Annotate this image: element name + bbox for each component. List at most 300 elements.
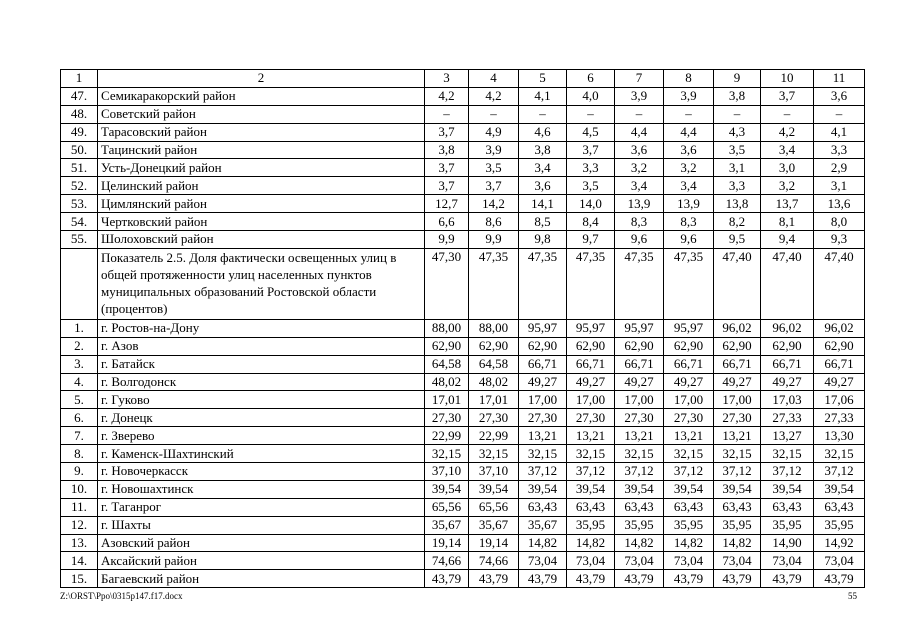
value-cell: 4,1 bbox=[814, 123, 865, 141]
table-row bbox=[61, 552, 865, 570]
value-cell: 4,2 bbox=[761, 123, 814, 141]
value-cell: 22,99 bbox=[425, 427, 469, 445]
value-cell: 62,90 bbox=[664, 337, 714, 355]
table-row bbox=[61, 373, 865, 391]
value-cell: 3,4 bbox=[664, 177, 714, 195]
value-cell: 13,27 bbox=[761, 427, 814, 445]
row-number: 1. bbox=[61, 319, 98, 337]
row-number: 10. bbox=[61, 480, 98, 498]
value-cell: 4,5 bbox=[567, 123, 615, 141]
value-cell: 63,43 bbox=[714, 498, 761, 516]
value-cell: 37,12 bbox=[814, 463, 865, 481]
value-cell: 35,95 bbox=[567, 516, 615, 534]
value-cell: 43,79 bbox=[615, 570, 664, 588]
value-cell: 3,6 bbox=[519, 177, 567, 195]
header-cell: 4 bbox=[469, 70, 519, 88]
table-row bbox=[61, 480, 865, 498]
value-cell: 35,95 bbox=[761, 516, 814, 534]
value-cell: 27,30 bbox=[469, 409, 519, 427]
value-cell: 32,15 bbox=[761, 445, 814, 463]
value-cell: 37,12 bbox=[519, 463, 567, 481]
value-cell: 8,0 bbox=[814, 213, 865, 231]
row-name: г. Каменск-Шахтинский bbox=[98, 445, 425, 463]
value-cell: 37,12 bbox=[714, 463, 761, 481]
value-cell: 3,5 bbox=[469, 159, 519, 177]
value-cell: 3,7 bbox=[425, 159, 469, 177]
value-cell: 27,33 bbox=[761, 409, 814, 427]
value-cell: 27,30 bbox=[714, 409, 761, 427]
value-cell: 13,6 bbox=[814, 195, 865, 213]
value-cell: 17,06 bbox=[814, 391, 865, 409]
value-cell: 66,71 bbox=[615, 355, 664, 373]
value-cell: 17,01 bbox=[425, 391, 469, 409]
value-cell: 66,71 bbox=[814, 355, 865, 373]
table-row bbox=[61, 87, 865, 105]
table-row bbox=[61, 123, 865, 141]
row-number: 4. bbox=[61, 373, 98, 391]
value-cell: 43,79 bbox=[567, 570, 615, 588]
value-cell: 66,71 bbox=[567, 355, 615, 373]
value-cell: 27,33 bbox=[814, 409, 865, 427]
value-cell: 43,79 bbox=[714, 570, 761, 588]
row-name: Тарасовский район bbox=[98, 123, 425, 141]
value-cell: 9,6 bbox=[664, 231, 714, 249]
value-cell: 63,43 bbox=[519, 498, 567, 516]
value-cell: 73,04 bbox=[714, 552, 761, 570]
page-number: 55 bbox=[848, 591, 857, 601]
value-cell: 8,3 bbox=[664, 213, 714, 231]
value-cell: 27,30 bbox=[567, 409, 615, 427]
value-cell: – bbox=[425, 105, 469, 123]
value-cell: 17,00 bbox=[615, 391, 664, 409]
value-cell: 62,90 bbox=[425, 337, 469, 355]
row-name: г. Новошахтинск bbox=[98, 480, 425, 498]
value-cell: 49,27 bbox=[519, 373, 567, 391]
value-cell: 13,21 bbox=[615, 427, 664, 445]
value-cell: 9,3 bbox=[814, 231, 865, 249]
table-row bbox=[61, 195, 865, 213]
value-cell: 63,43 bbox=[814, 498, 865, 516]
value-cell: 3,5 bbox=[567, 177, 615, 195]
value-cell: 2,9 bbox=[814, 159, 865, 177]
row-name: г. Шахты bbox=[98, 516, 425, 534]
value-cell: 4,0 bbox=[567, 87, 615, 105]
value-cell: 8,2 bbox=[714, 213, 761, 231]
value-cell: 73,04 bbox=[814, 552, 865, 570]
value-cell: 3,7 bbox=[761, 87, 814, 105]
table-row bbox=[61, 534, 865, 552]
footer-file-path: Z:\ORST\Ppo\0315p147.f17.docx bbox=[60, 591, 183, 601]
value-cell: 27,30 bbox=[664, 409, 714, 427]
indicator-title: Показатель 2.5. Доля фактически освещенных улиц в общей протяженности улиц населенных пунктов муниципальных образований Ростовской области (процентов) bbox=[98, 248, 425, 319]
value-cell: 32,15 bbox=[567, 445, 615, 463]
value-cell: 95,97 bbox=[567, 319, 615, 337]
row-number: 50. bbox=[61, 141, 98, 159]
value-cell: 14,1 bbox=[519, 195, 567, 213]
value-cell: 63,43 bbox=[664, 498, 714, 516]
value-cell: 39,54 bbox=[425, 480, 469, 498]
value-cell: 14,82 bbox=[567, 534, 615, 552]
value-cell: 96,02 bbox=[761, 319, 814, 337]
value-cell: 17,00 bbox=[714, 391, 761, 409]
value-cell: 14,90 bbox=[761, 534, 814, 552]
value-cell: 3,7 bbox=[567, 141, 615, 159]
value-cell: 13,30 bbox=[814, 427, 865, 445]
value-cell: 4,6 bbox=[519, 123, 567, 141]
row-number: 14. bbox=[61, 552, 98, 570]
row-name: г. Азов bbox=[98, 337, 425, 355]
table-header-row bbox=[61, 70, 865, 88]
value-cell: 39,54 bbox=[567, 480, 615, 498]
value-cell: 8,5 bbox=[519, 213, 567, 231]
value-cell: 62,90 bbox=[469, 337, 519, 355]
value-cell: 37,10 bbox=[425, 463, 469, 481]
row-number: 8. bbox=[61, 445, 98, 463]
value-cell: 13,8 bbox=[714, 195, 761, 213]
value-cell: 37,12 bbox=[615, 463, 664, 481]
row-number: 13. bbox=[61, 534, 98, 552]
value-cell: 3,0 bbox=[761, 159, 814, 177]
row-number: 15. bbox=[61, 570, 98, 588]
indicator-value-cell: 47,35 bbox=[519, 248, 567, 319]
value-cell: – bbox=[567, 105, 615, 123]
value-cell: 62,90 bbox=[814, 337, 865, 355]
value-cell: 64,58 bbox=[469, 355, 519, 373]
value-cell: 3,7 bbox=[469, 177, 519, 195]
value-cell: 35,67 bbox=[469, 516, 519, 534]
table-row bbox=[61, 159, 865, 177]
value-cell: 4,2 bbox=[469, 87, 519, 105]
row-number: 7. bbox=[61, 427, 98, 445]
value-cell: 13,9 bbox=[664, 195, 714, 213]
row-number: 49. bbox=[61, 123, 98, 141]
header-cell: 5 bbox=[519, 70, 567, 88]
value-cell: 3,6 bbox=[615, 141, 664, 159]
value-cell: 43,79 bbox=[814, 570, 865, 588]
value-cell: 66,71 bbox=[664, 355, 714, 373]
value-cell: 37,12 bbox=[664, 463, 714, 481]
value-cell: 39,54 bbox=[761, 480, 814, 498]
row-name: Советский район bbox=[98, 105, 425, 123]
row-name: г. Батайск bbox=[98, 355, 425, 373]
value-cell: 13,21 bbox=[519, 427, 567, 445]
value-cell: 32,15 bbox=[664, 445, 714, 463]
value-cell: 49,27 bbox=[664, 373, 714, 391]
row-name: г. Гуково bbox=[98, 391, 425, 409]
value-cell: 43,79 bbox=[519, 570, 567, 588]
header-cell: 2 bbox=[98, 70, 425, 88]
header-cell: 9 bbox=[714, 70, 761, 88]
value-cell: 4,9 bbox=[469, 123, 519, 141]
value-cell: 14,82 bbox=[664, 534, 714, 552]
value-cell: 13,21 bbox=[567, 427, 615, 445]
row-name: г. Ростов-на-Дону bbox=[98, 319, 425, 337]
row-number: 52. bbox=[61, 177, 98, 195]
value-cell: 32,15 bbox=[469, 445, 519, 463]
row-number: 47. bbox=[61, 87, 98, 105]
value-cell: 3,4 bbox=[615, 177, 664, 195]
row-number: 54. bbox=[61, 213, 98, 231]
header-cell: 6 bbox=[567, 70, 615, 88]
value-cell: 14,2 bbox=[469, 195, 519, 213]
table-row bbox=[61, 213, 865, 231]
value-cell: 49,27 bbox=[615, 373, 664, 391]
value-cell: 17,01 bbox=[469, 391, 519, 409]
value-cell: 96,02 bbox=[714, 319, 761, 337]
row-number: 53. bbox=[61, 195, 98, 213]
value-cell: 3,7 bbox=[425, 177, 469, 195]
table-row bbox=[61, 355, 865, 373]
value-cell: 17,00 bbox=[567, 391, 615, 409]
table-row bbox=[61, 141, 865, 159]
row-name: г. Новочеркасск bbox=[98, 463, 425, 481]
value-cell: 3,8 bbox=[519, 141, 567, 159]
value-cell: 96,02 bbox=[814, 319, 865, 337]
value-cell: 4,4 bbox=[664, 123, 714, 141]
value-cell: 73,04 bbox=[519, 552, 567, 570]
value-cell: 32,15 bbox=[814, 445, 865, 463]
value-cell: 49,27 bbox=[761, 373, 814, 391]
value-cell: 39,54 bbox=[814, 480, 865, 498]
value-cell: 95,97 bbox=[664, 319, 714, 337]
value-cell: 39,54 bbox=[519, 480, 567, 498]
value-cell: 43,79 bbox=[761, 570, 814, 588]
value-cell: 8,1 bbox=[761, 213, 814, 231]
row-name: Семикаракорский район bbox=[98, 87, 425, 105]
value-cell: 43,79 bbox=[469, 570, 519, 588]
value-cell: 49,27 bbox=[567, 373, 615, 391]
value-cell: 14,92 bbox=[814, 534, 865, 552]
indicator-value-cell: 47,40 bbox=[761, 248, 814, 319]
value-cell: 3,7 bbox=[425, 123, 469, 141]
table-row bbox=[61, 445, 865, 463]
value-cell: 3,9 bbox=[469, 141, 519, 159]
table-row bbox=[61, 463, 865, 481]
value-cell: 3,2 bbox=[615, 159, 664, 177]
value-cell: 14,82 bbox=[519, 534, 567, 552]
row-name: Чертковский район bbox=[98, 213, 425, 231]
value-cell: 65,56 bbox=[425, 498, 469, 516]
value-cell: 63,43 bbox=[761, 498, 814, 516]
value-cell: 39,54 bbox=[469, 480, 519, 498]
indicator-number-cell bbox=[61, 248, 98, 319]
indicator-value-cell: 47,35 bbox=[469, 248, 519, 319]
row-name: Багаевский район bbox=[98, 570, 425, 588]
table-body bbox=[61, 70, 865, 588]
value-cell: 13,9 bbox=[615, 195, 664, 213]
table-row bbox=[61, 391, 865, 409]
value-cell: 8,3 bbox=[615, 213, 664, 231]
value-cell: 73,04 bbox=[664, 552, 714, 570]
value-cell: – bbox=[664, 105, 714, 123]
value-cell: 3,9 bbox=[664, 87, 714, 105]
value-cell: 4,4 bbox=[615, 123, 664, 141]
table-row bbox=[61, 498, 865, 516]
value-cell: 13,7 bbox=[761, 195, 814, 213]
row-name: Усть-Донецкий район bbox=[98, 159, 425, 177]
value-cell: 63,43 bbox=[567, 498, 615, 516]
value-cell: 62,90 bbox=[714, 337, 761, 355]
value-cell: 12,7 bbox=[425, 195, 469, 213]
value-cell: 65,56 bbox=[469, 498, 519, 516]
value-cell: 17,00 bbox=[664, 391, 714, 409]
value-cell: 37,12 bbox=[567, 463, 615, 481]
value-cell: 73,04 bbox=[761, 552, 814, 570]
row-name: Тацинский район bbox=[98, 141, 425, 159]
value-cell: – bbox=[761, 105, 814, 123]
row-number: 55. bbox=[61, 231, 98, 249]
value-cell: 4,3 bbox=[714, 123, 761, 141]
value-cell: 64,58 bbox=[425, 355, 469, 373]
table-row bbox=[61, 570, 865, 588]
value-cell: 3,5 bbox=[714, 141, 761, 159]
value-cell: 39,54 bbox=[664, 480, 714, 498]
value-cell: 6,6 bbox=[425, 213, 469, 231]
row-number: 3. bbox=[61, 355, 98, 373]
value-cell: 73,04 bbox=[567, 552, 615, 570]
value-cell: 35,95 bbox=[615, 516, 664, 534]
row-name: Шолоховский район bbox=[98, 231, 425, 249]
indicator-value-cell: 47,30 bbox=[425, 248, 469, 319]
row-number: 48. bbox=[61, 105, 98, 123]
value-cell: 9,5 bbox=[714, 231, 761, 249]
header-cell: 11 bbox=[814, 70, 865, 88]
value-cell: 3,6 bbox=[664, 141, 714, 159]
value-cell: 22,99 bbox=[469, 427, 519, 445]
value-cell: 3,3 bbox=[567, 159, 615, 177]
value-cell: 3,3 bbox=[714, 177, 761, 195]
indicator-value-cell: 47,35 bbox=[664, 248, 714, 319]
value-cell: 3,9 bbox=[615, 87, 664, 105]
value-cell: 66,71 bbox=[519, 355, 567, 373]
data-table bbox=[60, 69, 865, 588]
value-cell: – bbox=[814, 105, 865, 123]
value-cell: 43,79 bbox=[425, 570, 469, 588]
value-cell: 66,71 bbox=[714, 355, 761, 373]
value-cell: 74,66 bbox=[425, 552, 469, 570]
table-row bbox=[61, 105, 865, 123]
value-cell: 4,2 bbox=[425, 87, 469, 105]
value-cell: 9,7 bbox=[567, 231, 615, 249]
value-cell: 62,90 bbox=[761, 337, 814, 355]
value-cell: 62,90 bbox=[615, 337, 664, 355]
value-cell: 27,30 bbox=[425, 409, 469, 427]
value-cell: 39,54 bbox=[714, 480, 761, 498]
value-cell: 9,9 bbox=[469, 231, 519, 249]
value-cell: 3,1 bbox=[814, 177, 865, 195]
value-cell: 62,90 bbox=[519, 337, 567, 355]
value-cell: 14,0 bbox=[567, 195, 615, 213]
value-cell: 43,79 bbox=[664, 570, 714, 588]
header-cell: 8 bbox=[664, 70, 714, 88]
value-cell: 14,82 bbox=[615, 534, 664, 552]
value-cell: 14,82 bbox=[714, 534, 761, 552]
row-number: 2. bbox=[61, 337, 98, 355]
value-cell: 63,43 bbox=[615, 498, 664, 516]
value-cell: 39,54 bbox=[615, 480, 664, 498]
table-row bbox=[61, 427, 865, 445]
value-cell: 17,03 bbox=[761, 391, 814, 409]
value-cell: 95,97 bbox=[519, 319, 567, 337]
value-cell: 32,15 bbox=[615, 445, 664, 463]
value-cell: 17,00 bbox=[519, 391, 567, 409]
value-cell: 62,90 bbox=[567, 337, 615, 355]
table-row bbox=[61, 337, 865, 355]
value-cell: 3,3 bbox=[814, 141, 865, 159]
value-cell: 32,15 bbox=[425, 445, 469, 463]
value-cell: 35,95 bbox=[664, 516, 714, 534]
value-cell: 66,71 bbox=[761, 355, 814, 373]
value-cell: 48,02 bbox=[425, 373, 469, 391]
indicator-value-cell: 47,40 bbox=[714, 248, 761, 319]
header-cell: 1 bbox=[61, 70, 98, 88]
value-cell: – bbox=[519, 105, 567, 123]
value-cell: 19,14 bbox=[469, 534, 519, 552]
header-cell: 7 bbox=[615, 70, 664, 88]
row-name: Азовский район bbox=[98, 534, 425, 552]
value-cell: 74,66 bbox=[469, 552, 519, 570]
value-cell: 88,00 bbox=[469, 319, 519, 337]
indicator-value-cell: 47,35 bbox=[615, 248, 664, 319]
table-row bbox=[61, 409, 865, 427]
row-number: 12. bbox=[61, 516, 98, 534]
row-name: Целинский район bbox=[98, 177, 425, 195]
value-cell: 4,1 bbox=[519, 87, 567, 105]
value-cell: 3,1 bbox=[714, 159, 761, 177]
row-number: 5. bbox=[61, 391, 98, 409]
table-row bbox=[61, 177, 865, 195]
value-cell: 3,4 bbox=[519, 159, 567, 177]
table-row bbox=[61, 516, 865, 534]
value-cell: 35,67 bbox=[519, 516, 567, 534]
value-cell: 3,6 bbox=[814, 87, 865, 105]
value-cell: 8,6 bbox=[469, 213, 519, 231]
row-name: г. Донецк bbox=[98, 409, 425, 427]
table-row bbox=[61, 231, 865, 249]
value-cell: 3,2 bbox=[664, 159, 714, 177]
value-cell: 73,04 bbox=[615, 552, 664, 570]
header-cell: 10 bbox=[761, 70, 814, 88]
value-cell: 35,95 bbox=[814, 516, 865, 534]
value-cell: – bbox=[714, 105, 761, 123]
value-cell: 3,4 bbox=[761, 141, 814, 159]
value-cell: – bbox=[469, 105, 519, 123]
row-number: 6. bbox=[61, 409, 98, 427]
indicator-value-cell: 47,35 bbox=[567, 248, 615, 319]
row-name: Цимлянский район bbox=[98, 195, 425, 213]
table-row bbox=[61, 319, 865, 337]
value-cell: 8,4 bbox=[567, 213, 615, 231]
row-name: Аксайский район bbox=[98, 552, 425, 570]
value-cell: 27,30 bbox=[615, 409, 664, 427]
row-name: г. Таганрог bbox=[98, 498, 425, 516]
value-cell: 27,30 bbox=[519, 409, 567, 427]
indicator-row bbox=[61, 248, 865, 319]
value-cell: – bbox=[615, 105, 664, 123]
row-name: г. Зверево bbox=[98, 427, 425, 445]
value-cell: 49,27 bbox=[814, 373, 865, 391]
value-cell: 9,9 bbox=[425, 231, 469, 249]
value-cell: 48,02 bbox=[469, 373, 519, 391]
value-cell: 9,4 bbox=[761, 231, 814, 249]
value-cell: 35,95 bbox=[714, 516, 761, 534]
value-cell: 3,8 bbox=[425, 141, 469, 159]
value-cell: 13,21 bbox=[714, 427, 761, 445]
row-name: г. Волгодонск bbox=[98, 373, 425, 391]
value-cell: 3,2 bbox=[761, 177, 814, 195]
row-number: 11. bbox=[61, 498, 98, 516]
value-cell: 9,6 bbox=[615, 231, 664, 249]
